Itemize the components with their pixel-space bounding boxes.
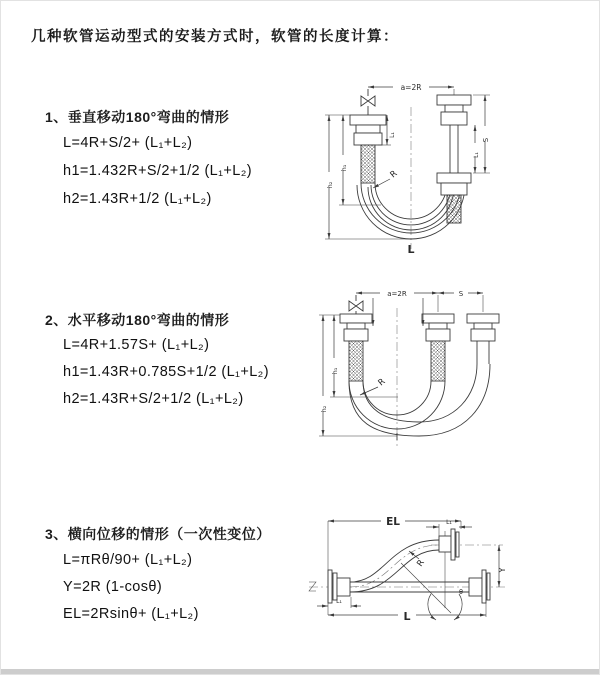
section-2-heading: 2、水平移动180°弯曲的情形 (45, 312, 230, 328)
dim-s (438, 287, 483, 312)
dim-el (328, 514, 461, 615)
dim-l-label: L (403, 610, 411, 623)
section-2-formula-l: L=4R+1.57S+ (L₁+L₂) (63, 337, 210, 353)
radius-label: R (415, 558, 427, 569)
braided-hose-section (431, 341, 445, 381)
radius-label: R (376, 376, 388, 389)
dim-y (498, 545, 507, 587)
left-fitting (340, 314, 372, 381)
dim-h2-label: h₂ (326, 181, 334, 189)
dim-l1-bottom (317, 597, 361, 608)
section-2-formula-h1: h1=1.43R+0.785S+1/2 (L₁+L₂) (63, 364, 269, 380)
section-3-formula-el: EL=2Rsinθ+ (L₁+L₂) (63, 606, 199, 622)
dim-l1-top (426, 519, 472, 536)
dim-a-label: a=2R (387, 290, 407, 298)
right-upper-flange (439, 529, 459, 560)
valve-icon (361, 89, 375, 115)
dim-l1-bottom-label: L₁ (336, 598, 342, 605)
page-bottom-edge (1, 669, 599, 674)
section-1-formula-h2: h2=1.43R+1/2 (L₁+L₂) (63, 191, 212, 207)
braided-hose-section (361, 145, 375, 183)
section-3-formula-y: Y=2R (1-cosθ) (63, 579, 163, 595)
diagram-lateral-displacement (299, 499, 567, 661)
dim-l1-right-label: L₁ (473, 152, 480, 158)
section-2-formula-h2: h2=1.43R+S/2+1/2 (L₁+L₂) (63, 391, 244, 407)
dim-l1-top-label: L₁ (446, 519, 452, 526)
section-1-formula-h1: h1=1.432R+S/2+1/2 (L₁+L₂) (63, 163, 253, 179)
leader-arrows (373, 298, 423, 326)
braided-hose-section (447, 195, 461, 223)
length-label: L (407, 243, 415, 256)
dim-el-label: EL (386, 516, 400, 528)
dim-s-label: S (482, 137, 490, 143)
dim-a-2r (368, 80, 454, 95)
dim-l1-left-label: L₁ (389, 132, 396, 138)
braided-hose-section (349, 341, 363, 381)
right-fitting (467, 314, 499, 364)
break-mark (309, 582, 316, 591)
right-fitting (437, 95, 471, 223)
diagram-vertical-180-bend (309, 65, 600, 262)
left-fitting (350, 115, 386, 183)
radius-leader (373, 169, 400, 188)
curve-centerline (350, 545, 439, 587)
dim-h1-label: h₁ (331, 367, 339, 375)
dim-s-label: S (458, 290, 464, 298)
dim-a-label: a=2R (400, 83, 422, 92)
middle-fitting (422, 314, 454, 381)
angle-theta-label: θ (459, 588, 463, 596)
dim-y-label: Y (498, 567, 507, 573)
dim-h1-label: h₁ (340, 164, 348, 172)
radius-label: R (388, 168, 400, 181)
diagram-horizontal-180-bend (301, 284, 600, 460)
right-lower-flange (469, 570, 490, 603)
section-3-formula-l: L=πRθ/90+ (L₁+L₂) (63, 552, 193, 568)
hose-arcs (349, 364, 490, 436)
valve-icon (349, 295, 363, 314)
section-3-heading: 3、横向位移的情形（一次性变位） (45, 526, 271, 542)
page-title: 几种软管运动型式的安装方式时，软管的长度计算： (31, 29, 399, 45)
section-1-formula-l: L=4R+S/2+ (L₁+L₂) (63, 135, 193, 151)
section-1-heading: 1、垂直移动180°弯曲的情形 (45, 109, 230, 125)
curved-hose (350, 540, 439, 592)
dim-l1-right (471, 125, 480, 173)
dim-s (473, 95, 490, 173)
dim-h2-label: h₂ (320, 405, 328, 413)
